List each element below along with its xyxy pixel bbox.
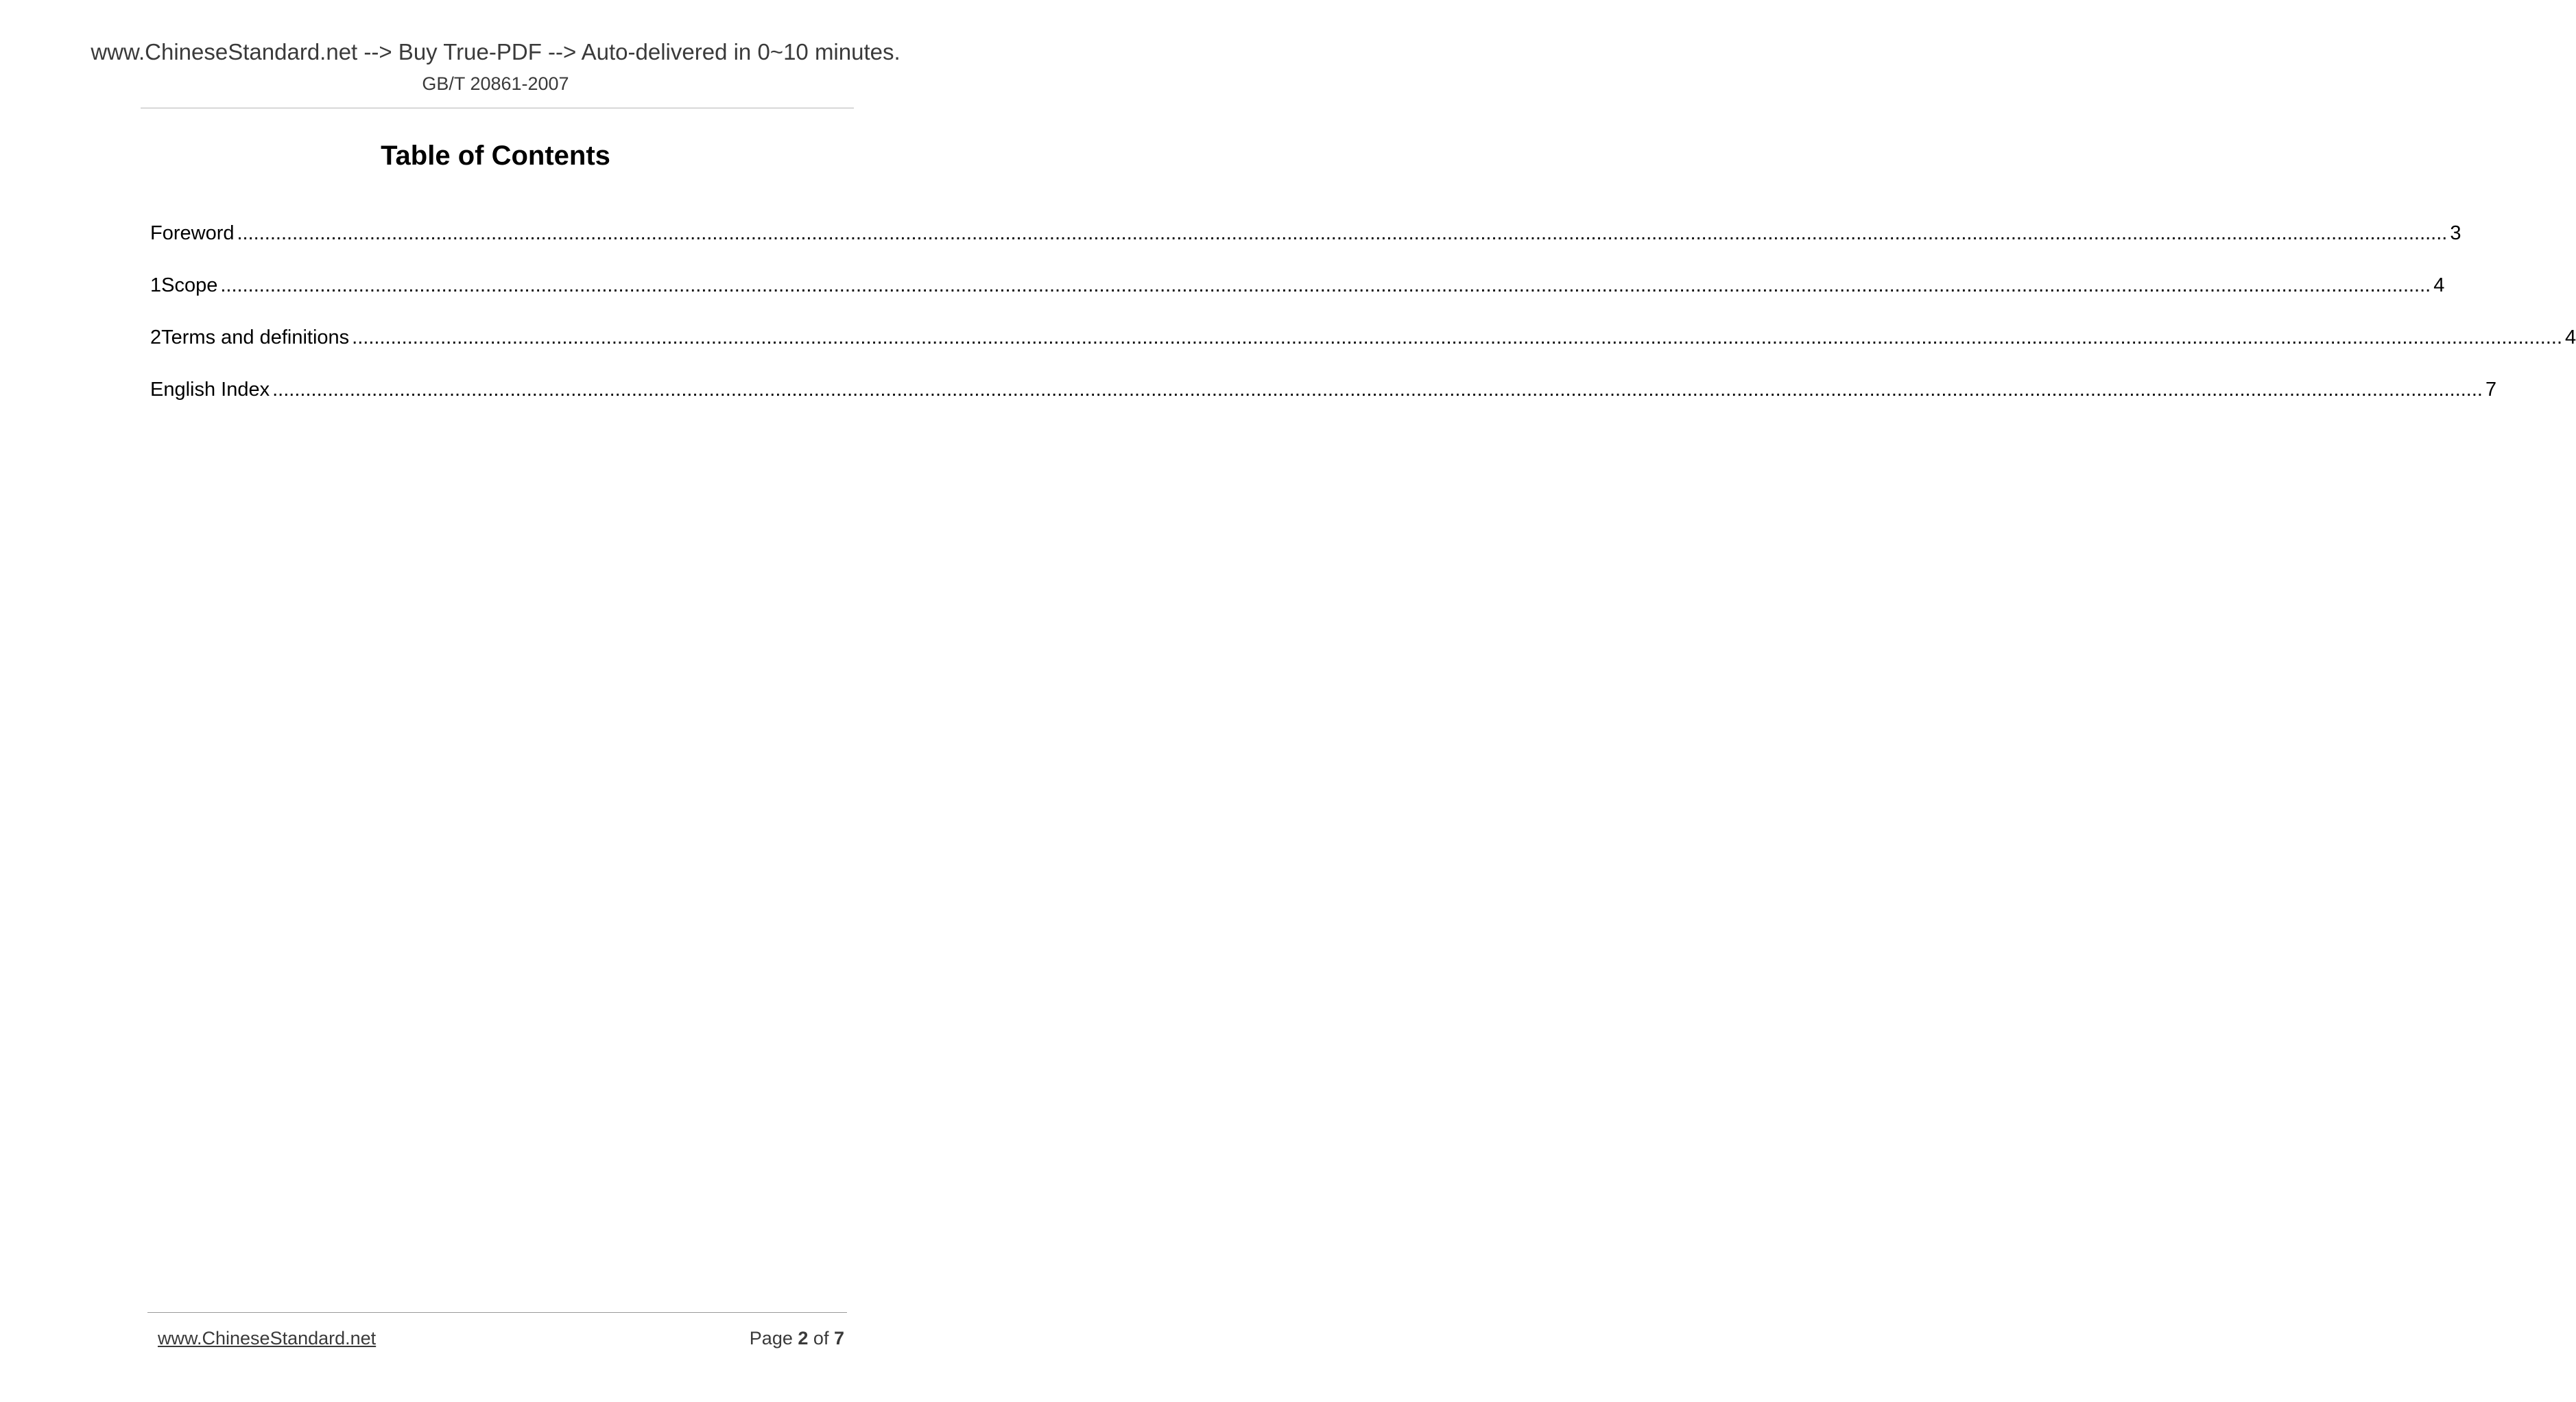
toc-dot-leader: ................................................................................................................................................................................................................................................................................................................................................................................................................ (237, 222, 2448, 244)
toc-entry-label: English Index (150, 379, 270, 401)
toc-dot-leader: ................................................................................................................................................................................................................................................................................................................................................................................................................ (220, 274, 2431, 296)
toc-entry-english-index[interactable] (150, 376, 2497, 428)
page-prefix: Page (749, 1328, 793, 1348)
current-page-number: 2 (798, 1328, 809, 1348)
toc-entry-page: 7 (2485, 379, 2497, 401)
toc-dot-leader: ................................................................................................................................................................................................................................................................................................................................................................................................................ (272, 379, 2483, 401)
toc-entry-terms-and-definitions[interactable] (150, 324, 2576, 376)
toc-entry-label: Terms and definitions (161, 326, 350, 348)
toc-title: Table of Contents (381, 141, 610, 171)
toc-entry-number: 1 (150, 274, 162, 296)
toc-entry-label: Foreword (150, 222, 235, 244)
toc-entry-label: Scope (161, 274, 218, 296)
toc-dot-leader: ................................................................................................................................................................................................................................................................................................................................................................................................................ (352, 326, 2563, 348)
total-pages-number: 7 (833, 1328, 844, 1348)
page-separator: of (813, 1328, 829, 1348)
page-indicator (750, 1327, 844, 1350)
toc-entry-page: 4 (2433, 274, 2445, 296)
toc-entry-number: 2 (150, 326, 162, 348)
header-banner: www.ChineseStandard.net --> Buy True-PDF --> Auto-delivered in 0~10 minutes. (91, 39, 901, 64)
toc-entry-foreword[interactable] (150, 219, 2461, 272)
toc-entry-page: 4 (2565, 326, 2576, 348)
standard-number: GB/T 20861-2007 (422, 73, 569, 94)
footer-site-link[interactable]: www.ChineseStandard.net (158, 1328, 377, 1348)
toc-entry-page: 3 (2450, 222, 2461, 244)
toc-entry-scope[interactable] (150, 272, 2445, 324)
footer-divider (147, 1312, 847, 1313)
toc-list (150, 219, 2576, 428)
